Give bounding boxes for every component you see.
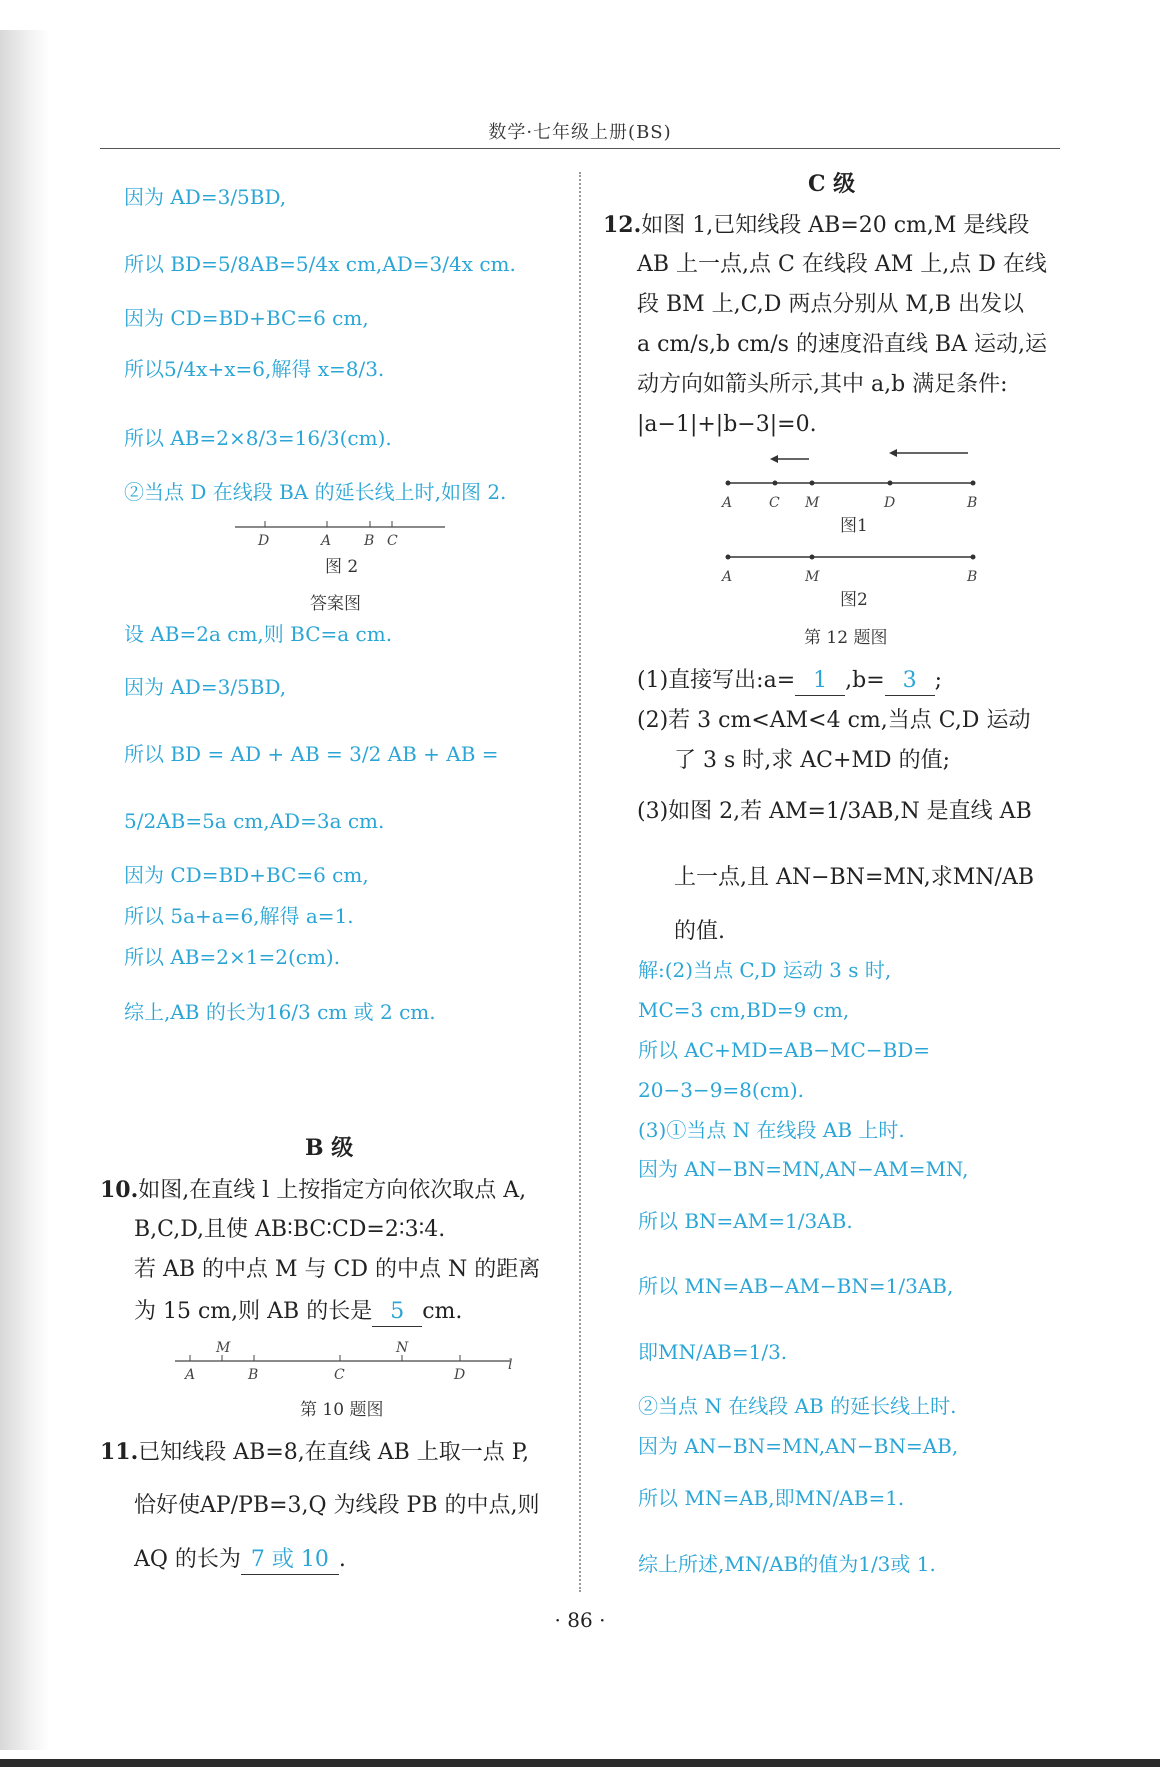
q10-line: 为 15 cm,则 AB 的长是 5 cm. [134,1298,462,1327]
point-a [726,481,731,486]
q12-part3: (3)如图 2,若 AM=1/3AB,N 是直线 AB [637,799,1032,824]
point-m [810,481,815,486]
q12-part2: (2)若 3 cm<AM<4 cm,当点 C,D 运动 [637,708,1031,733]
solution-line: 即MN/AB=1/3. [638,1340,788,1364]
point-label: C [334,1367,345,1383]
level-b-heading: B 级 [305,1135,354,1161]
solution-line: 因为 CD=BD+BC=6 cm, [124,863,369,887]
q11-line: AQ 的长为 7 或 10 . [134,1546,346,1575]
point-label: M [805,569,820,585]
q12-line: |a−1|+|b−3|=0. [637,412,817,437]
figure-title: 答案图 [310,594,361,614]
solution-line: 所以 BN=AM=1/3AB. [638,1209,853,1233]
figure2-caption: 图2 [840,590,868,610]
q11-line: 恰好使AP/PB=3,Q 为线段 PB 的中点,则 [134,1493,540,1518]
solution-line: 因为 AD=3/5BD, [124,185,287,209]
answer-figure-diagram [230,515,450,555]
column-divider [579,172,581,1592]
q10-answer-blank: 5 [372,1298,422,1327]
point-label: M [805,495,820,511]
q12-part2: 了 3 s 时,求 AC+MD 的值; [674,748,950,773]
q11-line: 11.已知线段 AB=8,在直线 AB 上取一点 P, [100,1439,530,1465]
header-rule [100,148,1060,149]
solution-line: 所以 AB=2×1=2(cm). [124,945,341,969]
page-number: · 86 · [554,1608,606,1632]
point-d [888,481,893,486]
solution-line: ②当点 N 在线段 AB 的延长线上时. [638,1394,957,1418]
page-header: 数学·七年级上册(BS) [488,122,672,143]
q10-line: B,C,D,且使 AB∶BC∶CD=2∶3∶4. [134,1217,446,1242]
figure1-caption: 图1 [840,516,868,536]
solution-line: ②当点 D 在线段 BA 的延长线上时,如图 2. [124,480,507,504]
point-label: N [396,1340,409,1356]
solution-line: 所以5/4x+x=6,解得 x=8/3. [124,357,385,381]
solution-line: 因为 CD=BD+BC=6 cm, [124,306,369,330]
point-label: B [967,569,978,585]
q11-number: 11. [100,1439,139,1465]
q12-answer-b: 3 [885,667,935,696]
solution-line: 解:(2)当点 C,D 运动 3 s 时, [638,958,892,982]
q10-line: 若 AB 的中点 M 与 CD 的中点 N 的距离 [134,1257,541,1282]
point-a [726,555,731,560]
q12-part1: (1)直接写出:a= 1 ,b= 3 ; [637,667,942,696]
bottom-bar [0,1759,1160,1767]
q12-line: a cm/s,b cm/s 的速度沿直线 BA 运动,运 [637,332,1047,357]
solution-line: 20−3−9=8(cm). [638,1078,805,1102]
point-label: A [722,569,733,585]
q12-part3: 的值. [674,919,725,944]
solution-line: 设 AB=2a cm,则 BC=a cm. [124,622,393,646]
arrow-c-head [770,455,778,463]
figure-caption: 图 2 [325,557,359,577]
solution-line: MC=3 cm,BD=9 cm, [638,998,850,1022]
point-label: C [769,495,780,511]
page-shadow [0,30,50,1750]
q12-figure2-diagram [715,545,985,590]
point-label: D [884,495,896,511]
q10-line: 10.如图,在直线 l 上按指定方向依次取点 A, [100,1177,527,1203]
point-label: A [321,533,332,549]
point-label: A [185,1367,196,1383]
point-label: A [722,495,733,511]
q12-line: 段 BM 上,C,D 两点分别从 M,B 出发以 [637,292,1025,317]
point-b [971,481,976,486]
solution-line: 所以 BD=5/8AB=5/4x cm,AD=3/4x cm. [124,252,516,276]
point-label: B [364,533,375,549]
q10-number: 10. [100,1177,139,1203]
solution-line: 因为 AN−BN=MN,AN−AM=MN, [638,1157,969,1181]
solution-line: 所以 MN=AB,即MN/AB=1. [638,1486,905,1510]
q12-number: 12. [603,212,642,238]
solution-line: 所以 MN=AB−AM−BN=1/3AB, [638,1274,954,1298]
q12-answer-a: 1 [795,667,845,696]
point-m [810,555,815,560]
solution-line: (3)①当点 N 在线段 AB 上时. [638,1118,905,1142]
q12-part3: 上一点,且 AN−BN=MN,求MN/AB [674,865,1035,890]
solution-line: 5/2AB=5a cm,AD=3a cm. [124,809,385,833]
q12-line: 动方向如箭头所示,其中 a,b 满足条件: [637,372,1008,397]
figure-caption: 第 10 题图 [300,1400,384,1420]
solution-line: 综上所述,MN/AB的值为1/3或 1. [638,1552,936,1576]
solution-line: 因为 AN−BN=MN,AN−BN=AB, [638,1434,959,1458]
q10-figure-diagram [170,1335,520,1385]
point-label: D [454,1367,466,1383]
solution-line: 所以 AC+MD=AB−MC−BD= [638,1038,931,1062]
q12-line: 12.如图 1,已知线段 AB=20 cm,M 是线段 [603,212,1030,238]
solution-line: 因为 AD=3/5BD, [124,675,287,699]
figure-caption: 第 12 题图 [804,628,888,648]
point-label: C [387,533,398,549]
point-label: B [248,1367,259,1383]
arrow-d-head [889,449,897,457]
q12-line: AB 上一点,点 C 在线段 AM 上,点 D 在线 [637,252,1047,277]
point-label: B [967,495,978,511]
solution-line: 所以 AB=2×8/3=16/3(cm). [124,426,392,450]
point-c [773,481,778,486]
q11-answer-blank: 7 或 10 [241,1546,339,1575]
point-b [971,555,976,560]
solution-line: 综上,AB 的长为16/3 cm 或 2 cm. [124,1000,436,1024]
line-label: l [508,1357,513,1373]
solution-line: 所以 BD = AD + AB = 3/2 AB + AB = [124,742,499,766]
point-label: M [216,1340,231,1356]
point-label: D [258,533,270,549]
solution-line: 所以 5a+a=6,解得 a=1. [124,904,354,928]
level-c-heading: C 级 [808,171,856,197]
